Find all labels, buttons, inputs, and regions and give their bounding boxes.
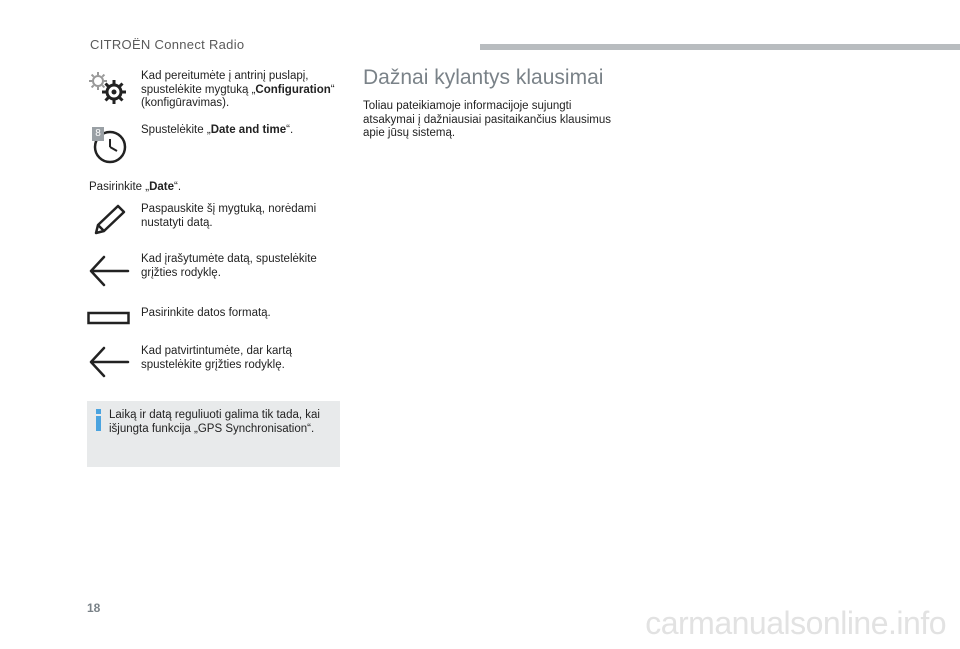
info-text: Laiką ir datą reguliuoti galima tik tada, kai išjungta funkcija „GPS Synchronisation“. — [109, 409, 320, 435]
step-confirm: Kad patvirtintumėte, dar kartą spustelėkite grįžties rodyklę. — [141, 345, 292, 371]
select-text-post: “. — [174, 181, 182, 193]
page-badge: 8 — [95, 128, 101, 139]
select-date-line — [89, 181, 181, 195]
faq-title: Dažnai kylantys klausimai — [363, 66, 604, 89]
format-field-icon — [87, 311, 131, 327]
step-text-pre: Kad pereitumėte į antrinį puslapį, spustelėkite mygtuką „ — [141, 70, 309, 96]
info-icon — [94, 409, 103, 431]
back-arrow-icon — [88, 254, 130, 288]
date-label: Date — [149, 181, 175, 193]
page-number: 18 — [87, 601, 101, 615]
pencil-icon — [92, 203, 128, 237]
header-bar — [480, 44, 960, 50]
step-set-date: Paspauskite šį mygtuką, norėdami nustatyti datą. — [141, 203, 317, 229]
step-text-pre: Spustelėkite „ — [141, 124, 211, 136]
date-and-time-label: Date and time — [210, 124, 287, 136]
step-text-post: “ (konfigūravimas). — [141, 83, 335, 109]
header-title: CITROËN Connect Radio — [90, 37, 245, 52]
settings-gear-icon — [86, 69, 130, 107]
faq-text: Toliau pateikiamoje informacijoje sujungti atsakymai į dažniausiai pasitaikančius klausimus apie jūsų sistemą. — [363, 100, 612, 139]
watermark: carmanualsonline.info — [645, 605, 946, 641]
step-select-format: Pasirinkite datos formatą. — [141, 307, 271, 319]
step-save-date: Kad įrašytumėte datą, spustelėkite grįžties rodyklę. — [141, 253, 317, 279]
select-text-pre: Pasirinkite „ — [89, 181, 150, 193]
back-arrow-icon — [88, 345, 130, 379]
step-date-and-time — [141, 124, 341, 138]
configuration-label: Configuration — [255, 83, 331, 96]
step-text-post: “. — [286, 124, 294, 136]
step-configuration — [141, 70, 341, 111]
